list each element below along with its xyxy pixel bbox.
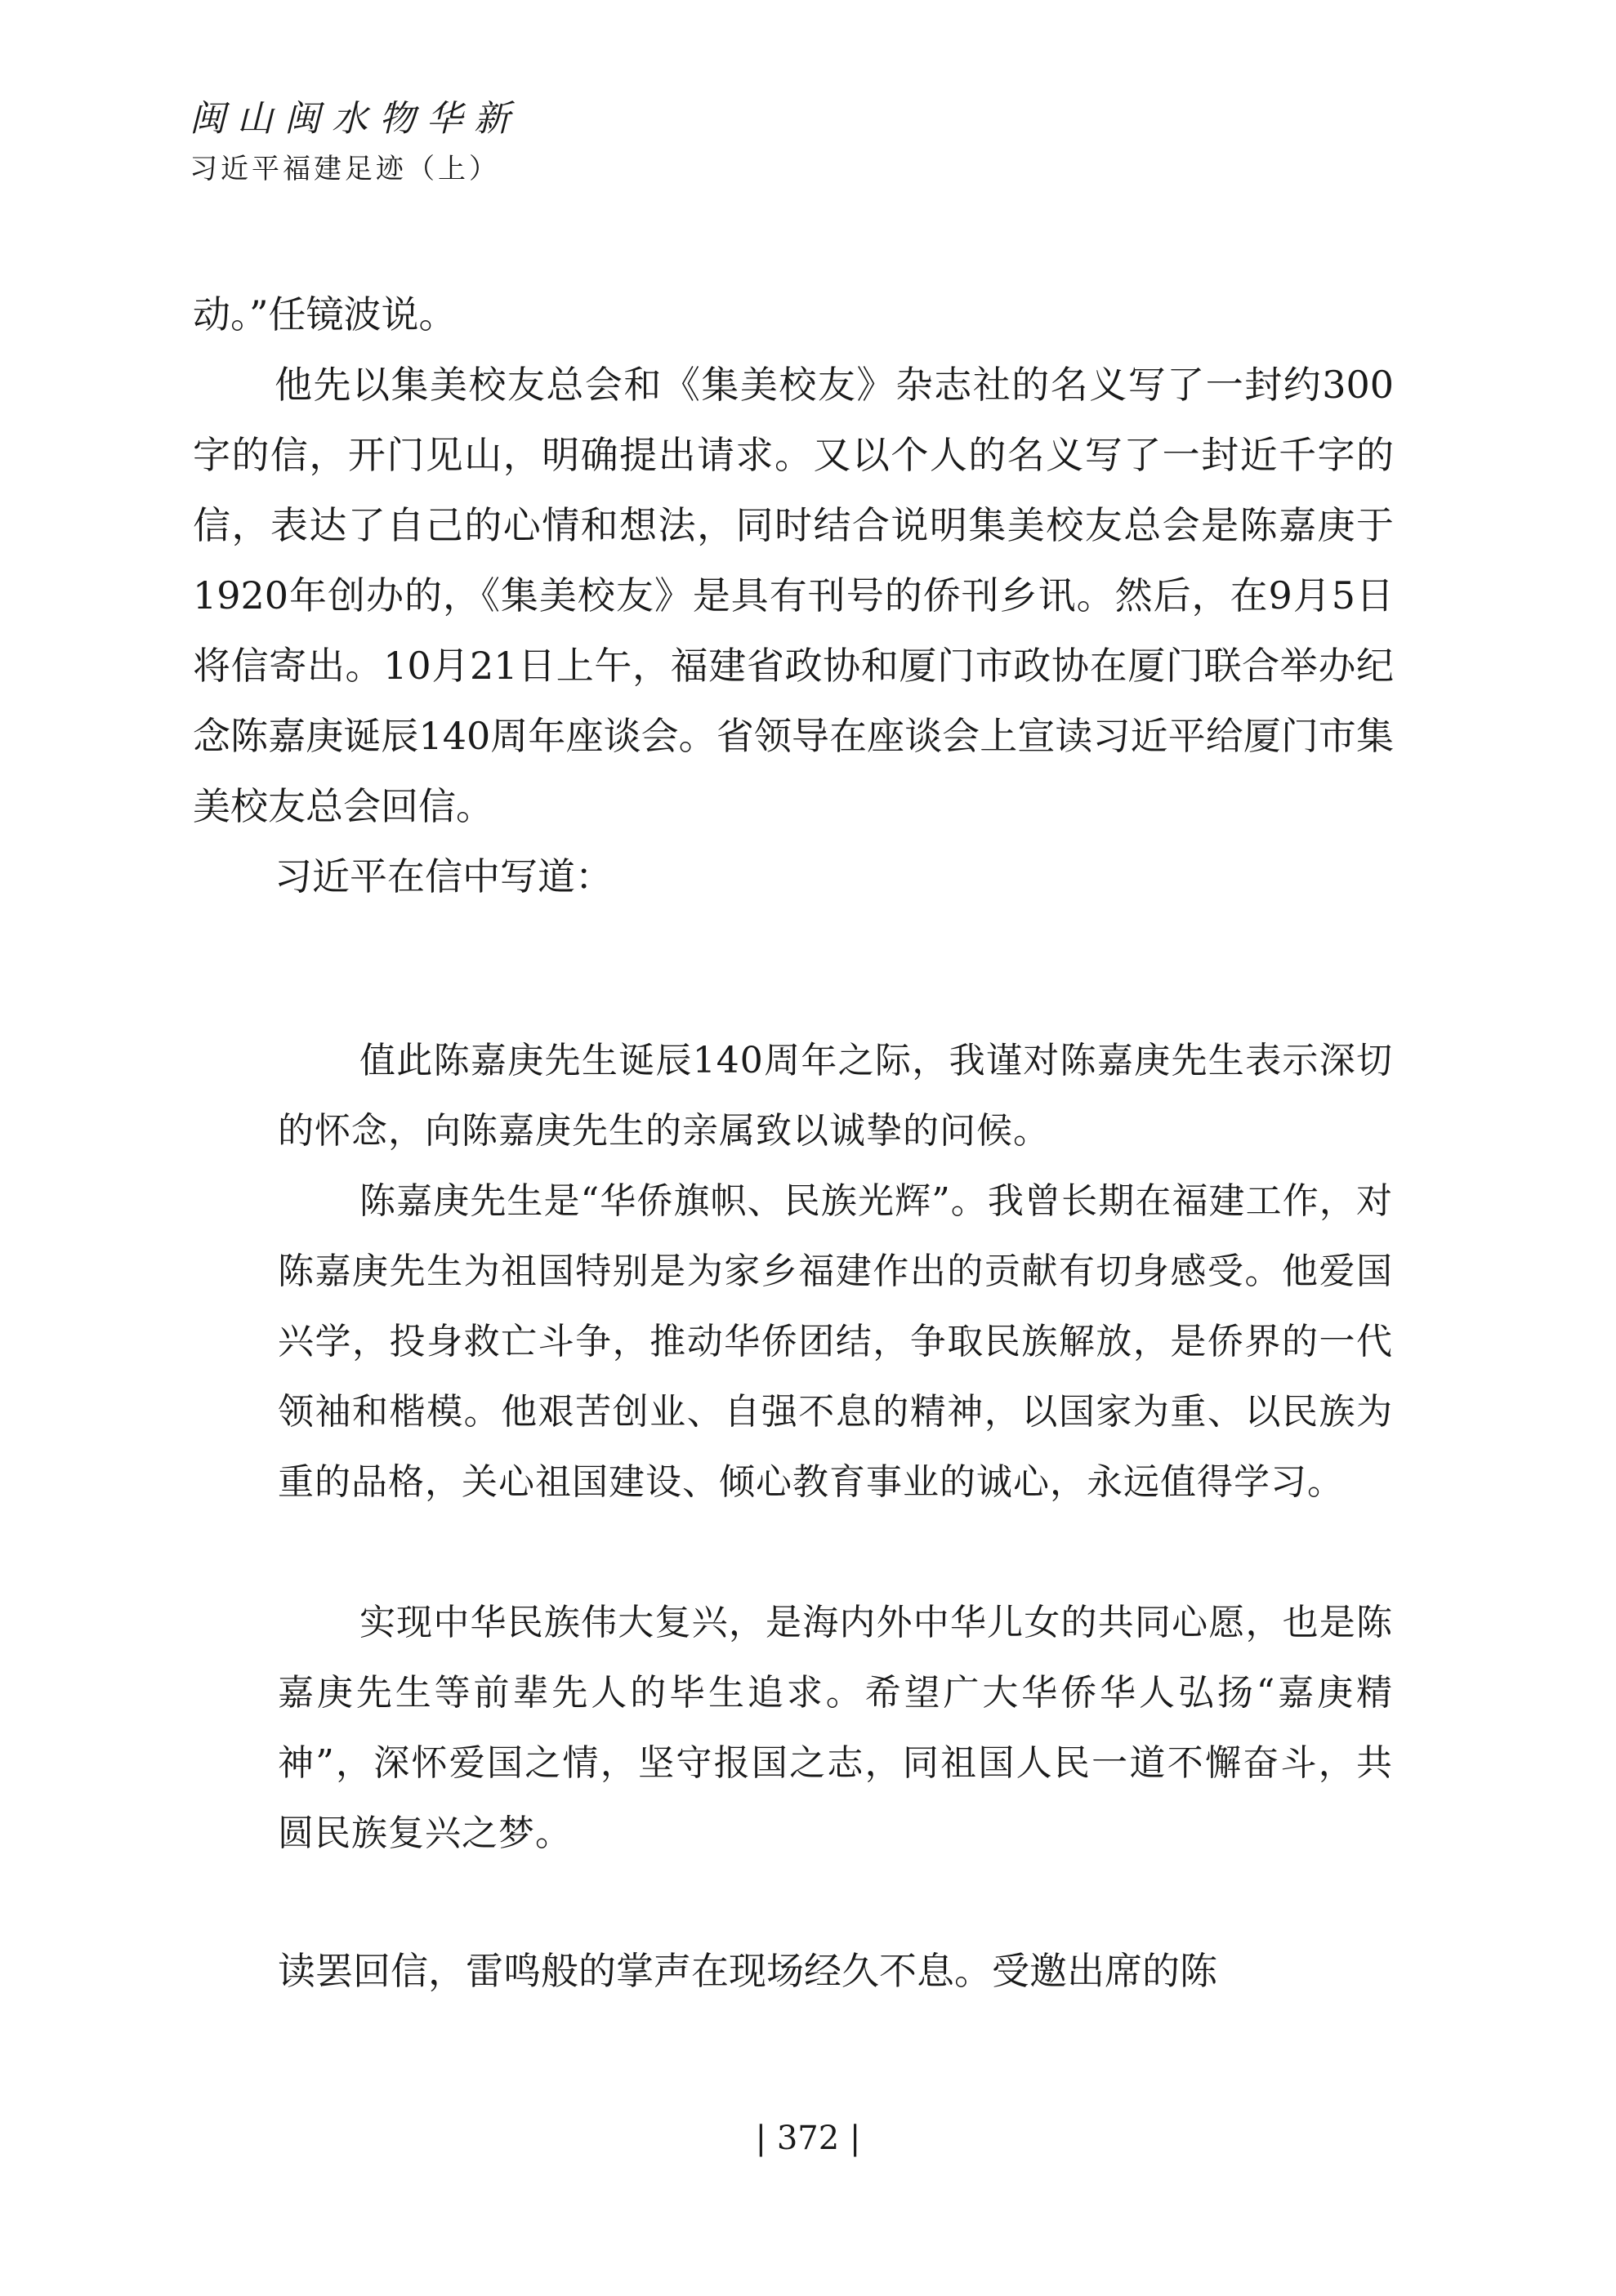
paragraph-continuation: 动。”任镜波说。 xyxy=(193,292,457,337)
letter-paragraph-1: 值此陈嘉庚先生诞辰140周年之际，我谨对陈嘉庚先生表示深切的怀念，向陈嘉庚先生的亲属致以诚挚的问候。 xyxy=(278,1040,1393,1152)
paragraph-letter-request: 他先以集美校友总会和《集美校友》杂志社的名义写了一封约300字的信，开门见山，明确提出请求。又以个人的名义写了一封近千字的信，表达了自己的心情和想法，同时结合说明集美校友总会是陈嘉庚于1920年创办的，《集美校友》是具有刊号的侨刊乡讯。然后，在9月5日将信寄出。10月21日上午，福建省政协和厦门市政协在厦门联合举办纪念陈嘉庚诞辰140周年座谈会。省领导在座谈会上宣读习近平给厦门市集美校友总会回信。 xyxy=(193,363,1394,828)
page-number: | 372 | xyxy=(755,2120,861,2157)
paragraph-closing: 读罢回信，雷鸣般的掌声在现场经久不息。受邀出席的陈 xyxy=(278,1949,1217,1993)
letter-paragraph-2: 陈嘉庚先生是“华侨旗帜、民族光辉”。我曾长期在福建工作，对陈嘉庚先生为祖国特别是为家乡福建作出的贡献有切身感受。他爱国兴学，投身救亡斗争，推动华侨团结，争取民族解放，是侨界的一代领袖和楷模。他艰苦创业、自强不息的精神，以国家为重、以民族为重的品格，关心祖国建设、倾心教育事业的诚心，永远值得学习。 xyxy=(278,1180,1393,1503)
paragraph-letter-intro: 习近平在信中写道： xyxy=(275,854,613,898)
book-title: 闽山闽水物华新 xyxy=(190,98,521,140)
book-subtitle: 习近平福建足迹（上） xyxy=(190,153,500,185)
letter-paragraph-3: 实现中华民族伟大复兴，是海内外中华儿女的共同心愿，也是陈嘉庚先生等前辈先人的毕生追求。希望广大华侨华人弘扬“嘉庚精神”，深怀爱国之情，坚守报国之志，同祖国人民一道不懈奋斗，共圆民族复兴之梦。 xyxy=(278,1602,1393,1854)
